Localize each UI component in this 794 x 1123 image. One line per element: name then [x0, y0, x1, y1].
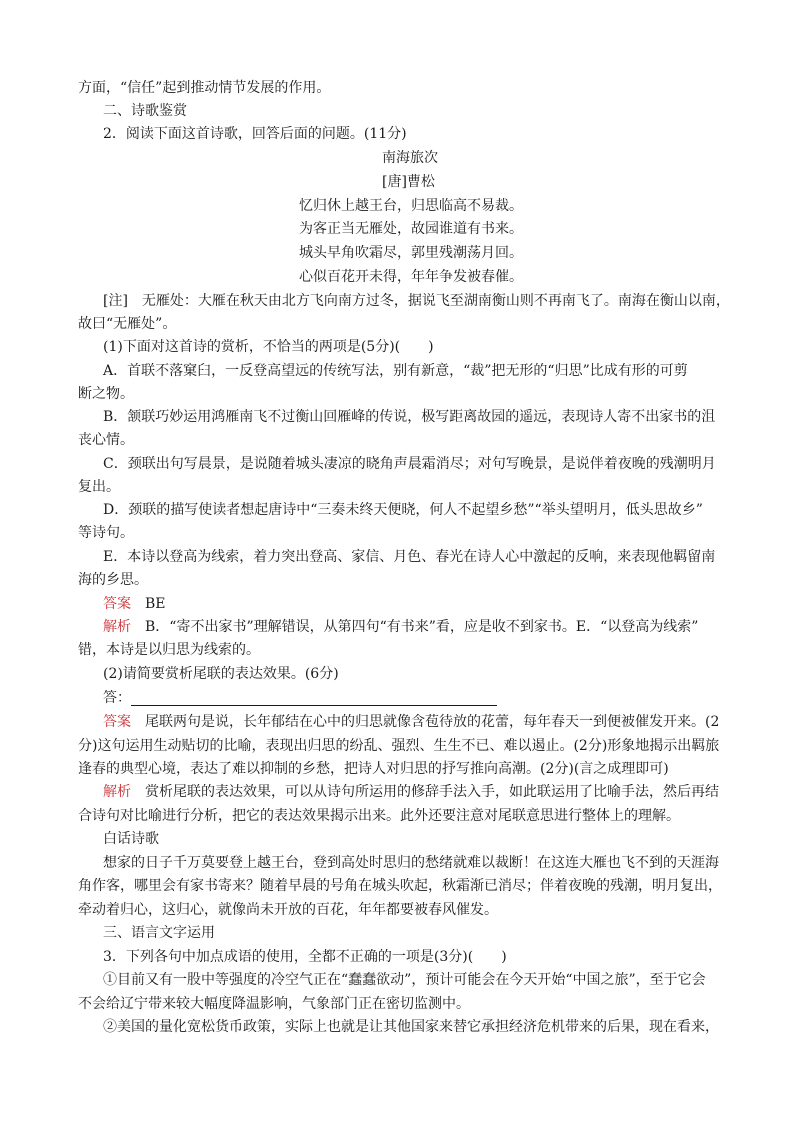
option-d-cont: 等诗句。 [78, 525, 134, 541]
answer-label: 答案 [103, 596, 131, 612]
poem-verse: 忆归休上越王台，归思临高不易裁。 [299, 198, 523, 214]
list-item: ②美国的量化宽松货币政策，实际上也就是让其他国家来替它承担经济危机带来的后果，现在看来， [103, 1019, 719, 1035]
option-b-cont: 丧心情。 [78, 432, 134, 448]
analysis-text: 赏析尾联的表达效果，可以从诗句所运用的修辞手法入手，如此联运用了比喻手法，然后再结 [145, 784, 719, 800]
answer-text: 尾联两句是说，长年郁结在心中的归思就像含苞待放的花蕾，每年春天一到便被催发开来。(2 [145, 714, 720, 730]
analysis-text-cont: 错，本诗是以归思为线索的。 [78, 642, 260, 658]
poem-author: [唐]曹松 [382, 174, 435, 190]
paragraph-line: 想家的日子千万莫要登上越王台，登到高处时思归的愁绪就难以裁断！在这连大雁也飞不到的天涯海 [103, 855, 719, 871]
poem-verse: 心似百花开未得，年年争发被春催。 [299, 269, 523, 285]
sub-question-stem: (2)请简要赏析尾联的表达效果。(6分) [103, 666, 339, 682]
poem-verse: 城头早角吹霜尽，郭里残潮荡月回。 [299, 245, 523, 261]
analysis-label: 解析 [103, 619, 131, 635]
poem-verse: 为客正当无雁处，故园谁道有书来。 [299, 221, 523, 237]
answer-text-cont: 逢春的典型心境，表达了难以抑制的乡愁，把诗人对归思的抒写推向高潮。(2分)(言之成理即可) [78, 761, 669, 777]
option-a-cont: 断之物。 [78, 386, 134, 402]
option-b: B．颔联巧妙运用鸿雁南飞不过衡山回雁峰的传说，极写距离故园的遥远，表现诗人寄不出家书的沮 [103, 409, 716, 425]
analysis-label: 解析 [103, 784, 131, 800]
section-heading: 白话诗歌 [103, 831, 159, 847]
option-d: D．颈联的描写使读者想起唐诗中“三奏未终天便晓，何人不起望乡愁”“举头望明月，低头思故乡” [103, 502, 703, 518]
option-a: A．首联不落窠臼，一反登高望远的传统写法，别有新意，“裁”把无形的“归思”比成有形的可剪 [103, 363, 688, 379]
option-c: C．颈联出句写晨景，是说随着城头凄凉的晓角声晨霜消尽；对句写晚景，是说伴着夜晚的残潮明月 [103, 456, 716, 472]
answer-value: BE [145, 596, 166, 612]
list-item-cont: 不会给辽宁带来较大幅度降温影响，气象部门正在密切监测中。 [78, 996, 470, 1012]
question-stem: 3．下列各句中加点成语的使用，全都不正确的一项是(3分)( ) [103, 949, 507, 965]
paragraph-line: 方面，“信任”起到推动情节发展的作用。 [78, 80, 331, 96]
answer-text-cont: 分)这句运用生动贴切的比喻，表现出归思的纷乱、强烈、生生不已、难以遏止。(2分)形象地揭示出羁旅 [78, 738, 720, 754]
note-line: [注] 无雁处：大雁在秋天由北方飞向南方过冬，据说飞至湖南衡山则不再南飞了。南海在衡山以南， [103, 293, 730, 309]
question-stem: 2．阅读下面这首诗歌，回答后面的问题。(11分) [103, 126, 407, 142]
paragraph-line: 角作客，哪里会有家书寄来？随着早晨的号角在城头吹起，秋霜渐已消尽；伴着夜晚的残潮，明月复出， [78, 878, 722, 894]
note-line: 故曰“无雁处”。 [78, 316, 177, 332]
option-e-cont: 海的乡思。 [78, 572, 148, 588]
section-heading: 二、诗歌鉴赏 [103, 103, 187, 119]
analysis-text: B．“寄不出家书”理解错误，从第四句“有书来”看，应是收不到家书。E．“以登高为线索” [145, 619, 699, 635]
answer-row [103, 592, 166, 616]
sub-question-stem: (1)下面对这首诗的赏析，不恰当的两项是(5分)( ) [103, 339, 434, 355]
list-item: ①目前又有一股中等强度的冷空气正在“蠢蠢欲动”，预计可能会在今天开始“中国之旅”，至于它会 [103, 972, 706, 988]
analysis-row [103, 780, 719, 804]
answer-blank-line[interactable] [131, 705, 497, 706]
answer-row [103, 710, 719, 734]
option-e: E．本诗以登高为线索，着力突出登高、家信、月色、春光在诗人心中激起的反响，来表现他羁留南 [103, 549, 716, 565]
answer-prompt: 答： [103, 690, 131, 706]
poem-title: 南海旅次 [382, 150, 438, 166]
analysis-row [103, 615, 698, 639]
paragraph-line: 牵动着归心，这归心，就像尚未开放的百花，年年都要被春风催发。 [78, 902, 498, 918]
section-heading: 三、语言文字运用 [103, 925, 215, 941]
analysis-text-cont: 合诗句对比喻进行分析，把它的表达效果揭示出来。此外还要注意对尾联意思进行整体上的理解。 [78, 808, 680, 824]
answer-label: 答案 [103, 714, 131, 730]
option-c-cont: 复出。 [78, 479, 120, 495]
